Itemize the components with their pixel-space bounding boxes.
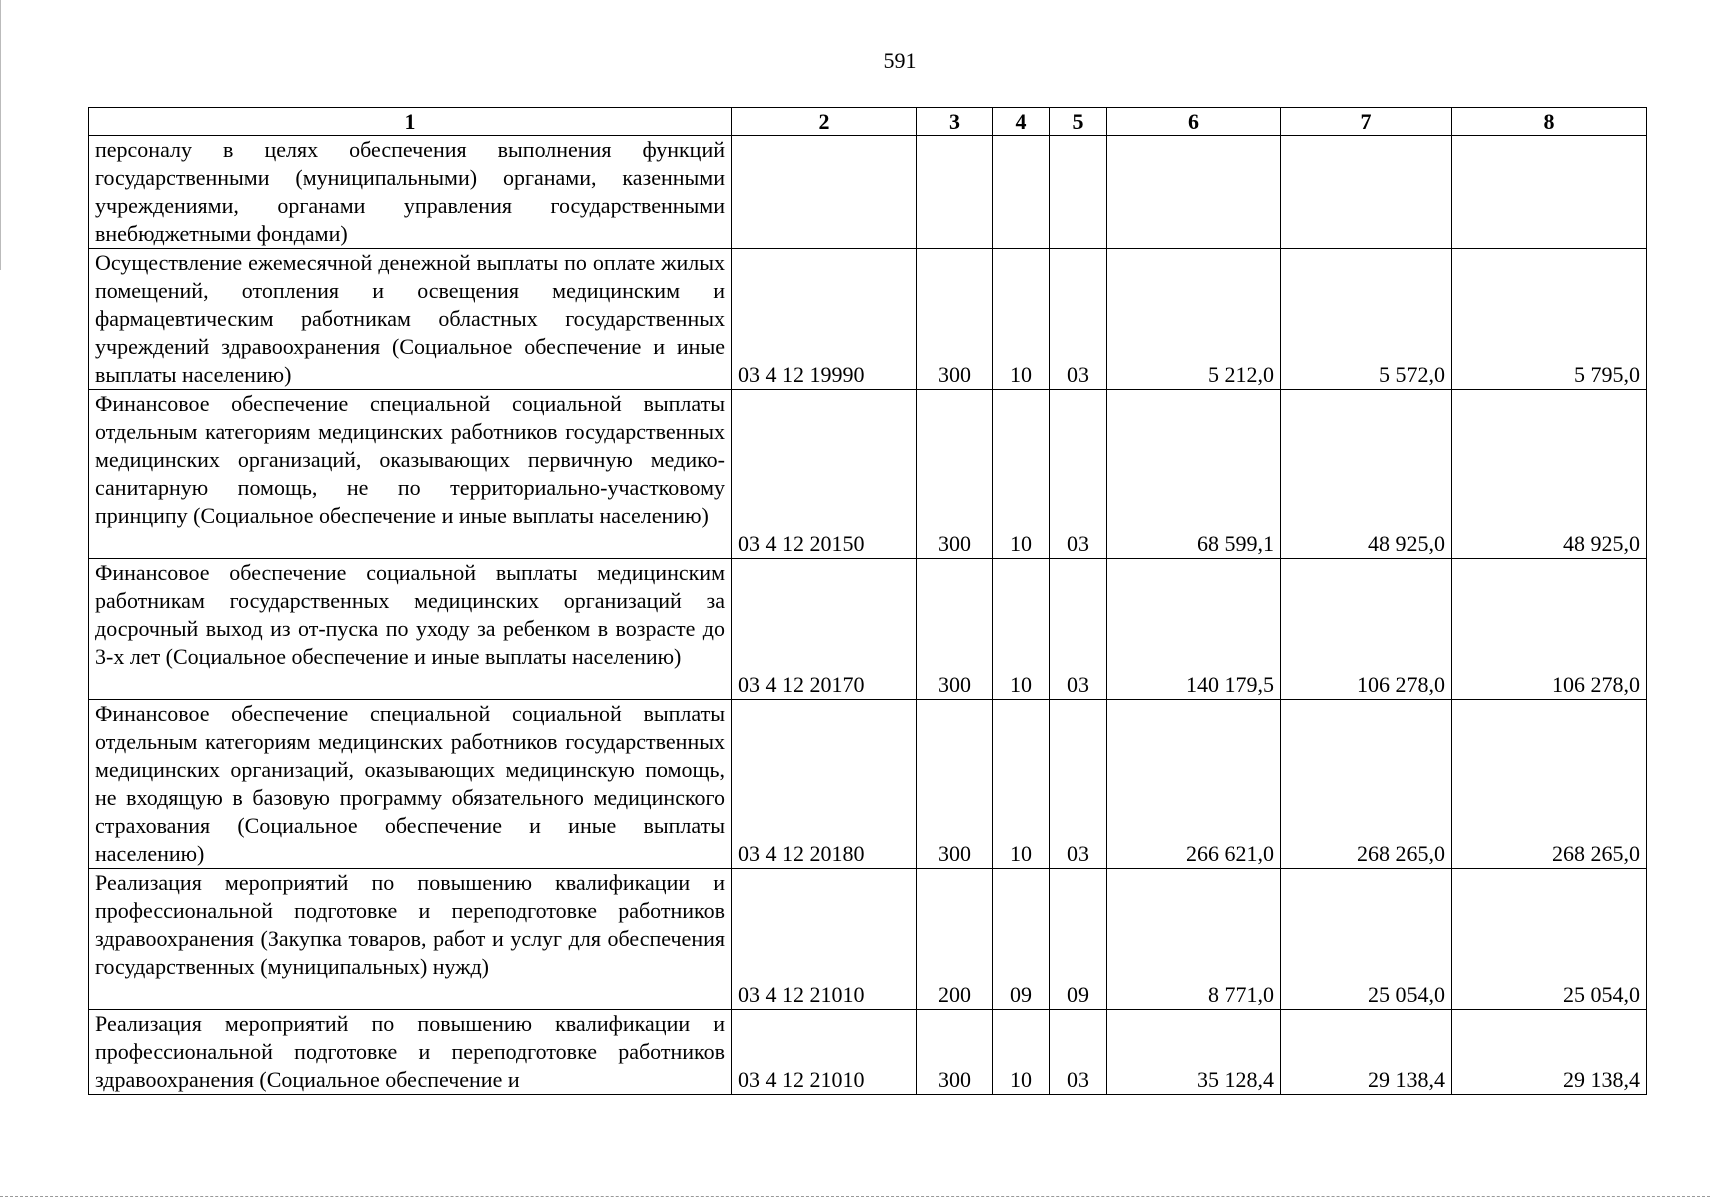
row-col4: 10 xyxy=(993,390,1050,559)
table-header-row xyxy=(89,108,1647,136)
row-col3 xyxy=(917,136,993,249)
row-code: 03 4 12 20150 xyxy=(732,390,917,559)
table-row xyxy=(89,390,1647,559)
header-col-5: 5 xyxy=(1050,108,1107,136)
row-description: персоналу в целях обеспечения выполнения функций государственными (муниципальными) органами, казенными учреждениями, органами управления государственными внебюджетными фондами) xyxy=(89,136,732,249)
table-row xyxy=(89,1010,1647,1095)
row-col3: 300 xyxy=(917,249,993,390)
row-col5: 03 xyxy=(1050,1010,1107,1095)
row-col4: 10 xyxy=(993,559,1050,700)
table-row xyxy=(89,136,1647,249)
row-col8: 5 795,0 xyxy=(1452,249,1647,390)
row-col3: 300 xyxy=(917,700,993,869)
row-col7: 5 572,0 xyxy=(1281,249,1452,390)
row-col8: 48 925,0 xyxy=(1452,390,1647,559)
row-col6: 5 212,0 xyxy=(1107,249,1281,390)
row-col4 xyxy=(993,136,1050,249)
row-col8 xyxy=(1452,136,1647,249)
header-col-6: 6 xyxy=(1107,108,1281,136)
budget-table xyxy=(88,107,1647,1095)
row-col3: 200 xyxy=(917,869,993,1010)
row-code: 03 4 12 20180 xyxy=(732,700,917,869)
row-description: Финансовое обеспечение специальной социальной выплаты отдельным категориям медицинских работников государственных медицинских организаций, оказывающих первичную медико-санитарную помощь, не по территориально-участковому принципу (Социальное обеспечение и иные выплаты населению) xyxy=(89,390,732,559)
row-code: 03 4 12 20170 xyxy=(732,559,917,700)
scan-dashed-line xyxy=(0,1196,1710,1197)
row-col6 xyxy=(1107,136,1281,249)
header-col-2: 2 xyxy=(732,108,917,136)
header-col-3: 3 xyxy=(917,108,993,136)
row-col8: 29 138,4 xyxy=(1452,1010,1647,1095)
row-col5: 03 xyxy=(1050,559,1107,700)
page-number: 591 xyxy=(883,48,917,73)
header-col-7: 7 xyxy=(1281,108,1452,136)
header-col-8: 8 xyxy=(1452,108,1647,136)
row-col6: 266 621,0 xyxy=(1107,700,1281,869)
row-col5: 09 xyxy=(1050,869,1107,1010)
table-row xyxy=(89,249,1647,390)
row-col5: 03 xyxy=(1050,249,1107,390)
row-col6: 35 128,4 xyxy=(1107,1010,1281,1095)
row-col7: 268 265,0 xyxy=(1281,700,1452,869)
row-description: Финансовое обеспечение специальной социальной выплаты отдельным категориям медицинских работников государственных медицинских организаций, оказывающих медицинскую помощь, не входящую в базовую программу обязательного медицинского страхования (Социальное обеспечение и иные выплаты населению) xyxy=(89,700,732,869)
row-col4: 09 xyxy=(993,869,1050,1010)
row-col5: 03 xyxy=(1050,700,1107,869)
row-col5: 03 xyxy=(1050,390,1107,559)
row-col4: 10 xyxy=(993,700,1050,869)
row-description: Реализация мероприятий по повышению квалификации и профессиональной подготовке и переподготовке работников здравоохранения (Социальное обеспечение и xyxy=(89,1010,732,1095)
row-description: Реализация мероприятий по повышению квалификации и профессиональной подготовке и переподготовке работников здравоохранения (Закупка товаров, работ и услуг для обеспечения государственных (муниципальных) нужд) xyxy=(89,869,732,1010)
row-col3: 300 xyxy=(917,559,993,700)
row-col6: 8 771,0 xyxy=(1107,869,1281,1010)
row-col7: 29 138,4 xyxy=(1281,1010,1452,1095)
table-row xyxy=(89,700,1647,869)
row-col5 xyxy=(1050,136,1107,249)
row-col4: 10 xyxy=(993,1010,1050,1095)
row-code: 03 4 12 19990 xyxy=(732,249,917,390)
scan-edge-mark xyxy=(0,0,1,270)
row-col3: 300 xyxy=(917,390,993,559)
row-code xyxy=(732,136,917,249)
row-col4: 10 xyxy=(993,249,1050,390)
row-col3: 300 xyxy=(917,1010,993,1095)
table-row xyxy=(89,559,1647,700)
row-code: 03 4 12 21010 xyxy=(732,869,917,1010)
row-col7: 48 925,0 xyxy=(1281,390,1452,559)
header-col-1: 1 xyxy=(89,108,732,136)
row-description: Осуществление ежемесячной денежной выплаты по оплате жилых помещений, отопления и освещения медицинским и фармацевтическим работникам областных государственных учреждений здравоохранения (Социальное обеспечение и иные выплаты населению) xyxy=(89,249,732,390)
row-col7: 106 278,0 xyxy=(1281,559,1452,700)
row-description: Финансовое обеспечение социальной выплаты медицинским работникам государственных медицинских организаций за досрочный выход из от-пуска по уходу за ребенком в возрасте до 3-х лет (Социальное обеспечение и иные выплаты населению) xyxy=(89,559,732,700)
row-col8: 25 054,0 xyxy=(1452,869,1647,1010)
row-col6: 140 179,5 xyxy=(1107,559,1281,700)
table-row xyxy=(89,869,1647,1010)
header-col-4: 4 xyxy=(993,108,1050,136)
row-col8: 268 265,0 xyxy=(1452,700,1647,869)
row-col7 xyxy=(1281,136,1452,249)
row-col7: 25 054,0 xyxy=(1281,869,1452,1010)
row-code: 03 4 12 21010 xyxy=(732,1010,917,1095)
row-col8: 106 278,0 xyxy=(1452,559,1647,700)
row-col6: 68 599,1 xyxy=(1107,390,1281,559)
